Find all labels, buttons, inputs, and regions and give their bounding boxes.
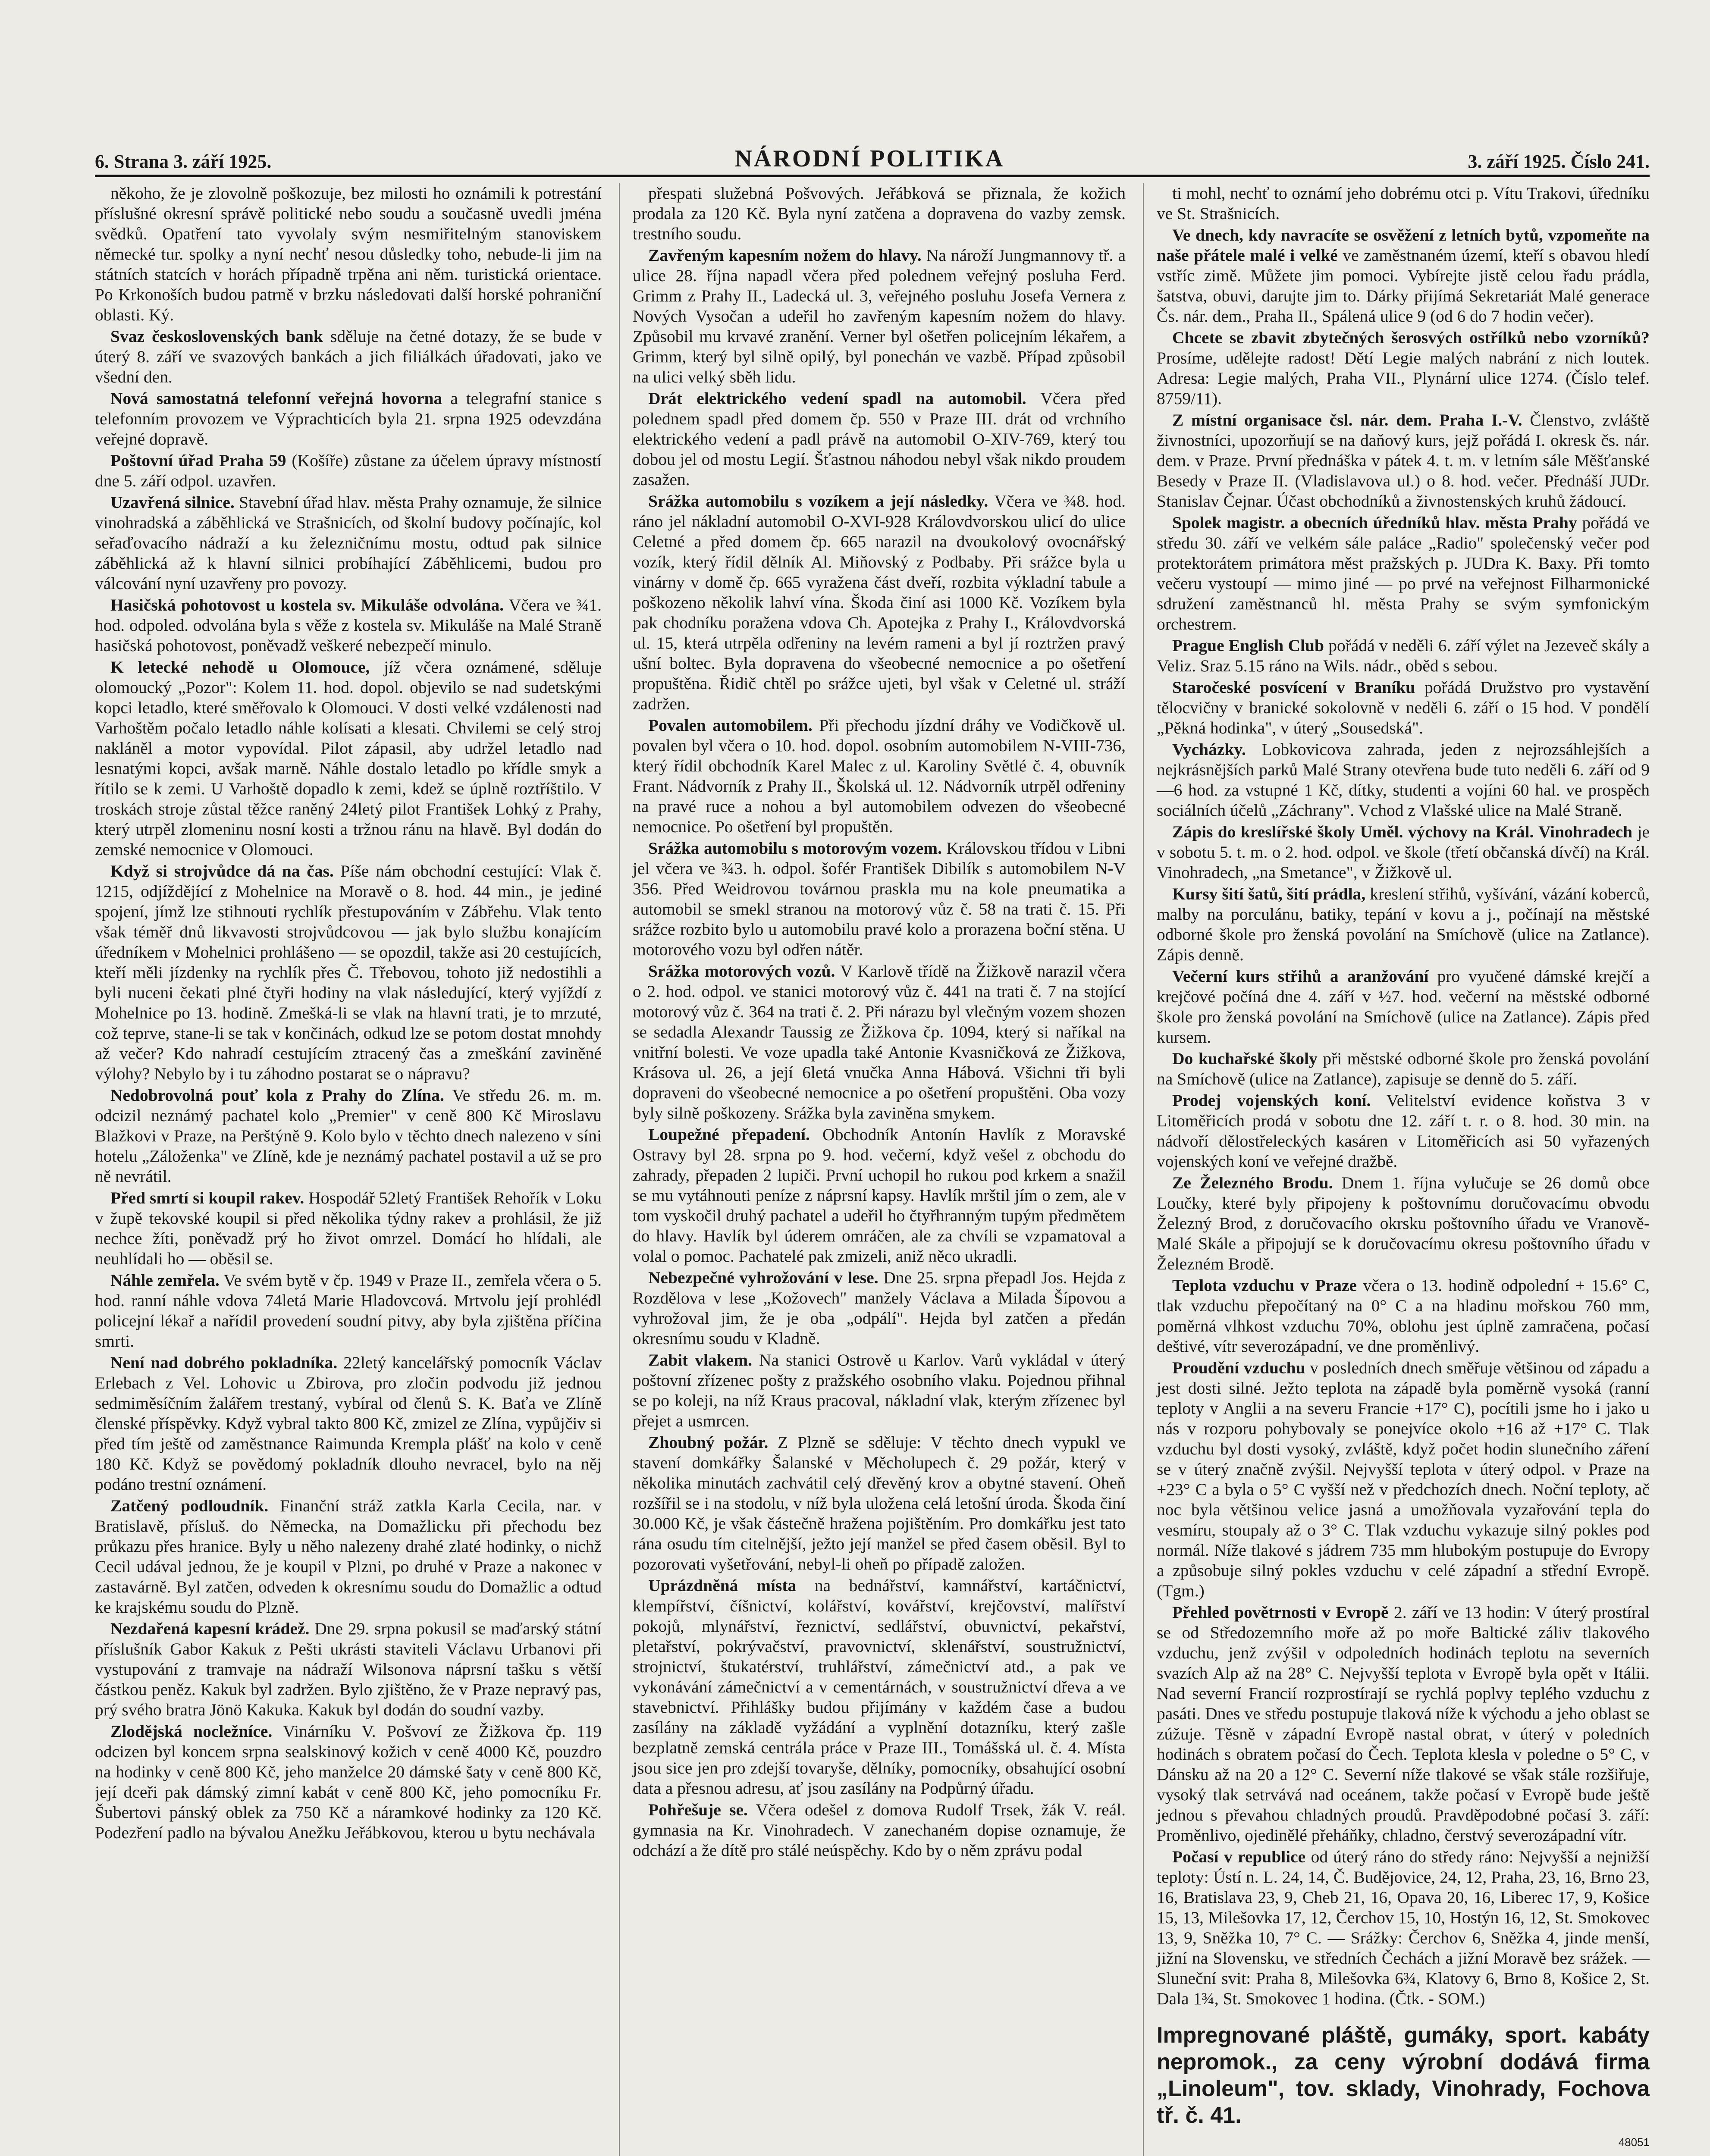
news-item-headline: Zabit vlakem. <box>648 1351 752 1369</box>
news-item-headline: Srážka motorových vozů. <box>648 962 835 981</box>
news-item-headline: Loupežné přepadení. <box>648 1125 810 1144</box>
news-item <box>633 1125 1126 1266</box>
news-item <box>1157 1275 1650 1357</box>
news-item-body: Vinárníku V. Pošvoví ze Žižkova čp. 119 odcizen byl koncem srpna sealskinový kožich v ceně 4000 Kč, pouzdro na hodinky v ceně 800 Kč, jeho manželce 20 dámské šaty v ceně 800 Kč, její dceři pak dámský zimní kabát v ceně 800 Kč, jeho pomocníku Fr. Šubertovi pánský oblek za 750 Kč a náramkové hodinky za 120 Kč. Podezření padlo na bývalou Anežku Jeřábkovou, kterou u bytu nechávala <box>95 1722 602 1842</box>
news-item-body: Velitelství evidence koňstva 3 v Litoměřicích prodá v sobotu dne 12. září t. r. o 8. hod. 30 min. na nádvoří dělostřeleckých kasáren v Litoměřicích asi 50 vyřazených vojenských koní ve veřejné dražbě. <box>1157 1091 1650 1171</box>
news-item-headline: Zhoubný požár. <box>648 1433 769 1452</box>
news-item-headline: Když si strojvůdce dá na čas. <box>110 862 334 881</box>
news-item <box>1157 884 1650 965</box>
news-item-headline: Prague English Club <box>1172 636 1324 655</box>
news-item <box>1157 183 1650 224</box>
news-item-headline: Počasí v republice <box>1172 1847 1306 1866</box>
news-item-headline: Ze Železného Brodu. <box>1172 1173 1333 1192</box>
news-item <box>633 1800 1126 1861</box>
news-item-body: Dne 29. srpna pokusil se maďarský státní příslušník Gabor Kakuk z Pešti ukrásti staviteli Václavu Urbanovi při vystupování z tramvaje na nádraží Wilsonova náprsní tašku s větší částkou peněz. Kakuk byl zadržen. Bylo zjištěno, že v Praze nepravý pas, prý svého bratra Jönö Kakuka. Kakuk byl dodán do soudní vazby. <box>95 1619 602 1719</box>
news-item <box>95 492 602 594</box>
column-3-items <box>1157 183 1650 2009</box>
advertisement <box>1157 2022 1650 2156</box>
news-item <box>1157 677 1650 738</box>
news-item-body: kreslení střihů, vyšívání, vázání koberců, malby na porculánu, batiky, tepání v kovu a j., počínají na městské odborné škole pro ženská povolání na Smíchově (ulice na Zatlance). Zápis denně. <box>1157 884 1650 964</box>
news-item <box>633 389 1126 490</box>
news-item-body: pro vyučené dámské krejčí a krejčové počíná dne 4. září v ½7. hod. večerní na městské odborné škole pro ženská povolání na Smíchově (ulice na Zatlance). Zápis před kursem. <box>1157 967 1650 1047</box>
news-item-headline: Kursy šití šatů, šití prádla, <box>1172 884 1366 903</box>
news-item-headline: Chcete se zbavit zbytečných šerosvých ostřílků nebo vzorníků? <box>1172 328 1650 347</box>
news-item-body: od úterý ráno do středy ráno: Nejvyšší a nejnižší teploty: Ústí n. L. 24, 14, Č. Budějovice, 24, 12, Praha, 23, 16, Brno 23, 16, Bratislava 23, 9, Cheb 21, 16, Opava 20, 16, Liberec 17, 9, Košice 15, 13, Milešovka 17, 12, Čerchov 15, 10, Hostýn 16, 12, St. Smokovec 13, 9, Sněžka 10, 7° C. — Srážky: Čerchov 6, Sněžka 4, jinde menší, jižní na Slovensku, ve středních Čechách a jižní Moravě bez srážek. — Sluneční svit: Praha 8, Milešovka 6¾, Klatovy 6, Brno 8, Košice 2, St. Dala 1¾, St. Smokovec 1 hodina. (Čtk. - SOM.) <box>1157 1847 1650 2008</box>
news-item-body: ti mohl, nechť to oznámí jeho dobrému otci p. Vítu Trakovi, úředníku ve St. Strašnicích. <box>1157 184 1650 223</box>
news-item <box>95 1496 602 1617</box>
news-item-headline: Večerní kurs střihů a aranžování <box>1172 967 1429 986</box>
news-item-headline: Prodej vojenských koní. <box>1172 1091 1371 1110</box>
header-issue-info: 3. září 1925. Číslo 241. <box>1468 151 1650 172</box>
news-item-body: a telegrafní stanice s telefonním provozem ve Výprachticích byla 21. srpna 1925 odevzdána veřejné dopravě. <box>95 389 602 448</box>
news-item-body: Včera před polednem spadl před domem čp. 550 v Praze III. drát od vrchního elektrického vedení a padl právě na automobil O-XIV-769, který tou dobou jel od mostu Legií. Šťastnou náhodou nebyl však nikdo proudem zasažen. <box>633 389 1126 489</box>
news-item-body: Dnem 1. října vylučuje se 26 domů obce Loučky, které byly připojeny k poštovnímu doručovacímu obvodu Železný Brod, z doručovacího okrsku poštovního úřadu ve Vranově-Malé Skále a připojují se k doručovacímu okresu poštovního úřadu v Železném Brodě. <box>1157 1173 1650 1273</box>
news-item-body: Ve svém bytě v čp. 1949 v Praze II., zemřela včera o 5. hod. ranní náhle vdova 74letá Marie Hladovcová. Mrtvolu její prohlédl policejní lékař a nařídil provedení soudní pitvy, aby byla zjištěna příčina smrti. <box>95 1271 602 1351</box>
news-item-body: Včera odešel z domova Rudolf Trsek, žák V. reál. gymnasia na Kr. Vinohradech. V zanechaném dopise oznamuje, že odchází a že dítě pro stálé neúspěchy. Kdo by o něm zprávu podal <box>633 1800 1126 1860</box>
news-item <box>1157 1049 1650 1089</box>
news-item <box>1157 1358 1650 1601</box>
news-item-headline: Uzavřená silnice. <box>110 493 235 512</box>
news-item-body: Členstvo, zvláště živnostníci, upozorňují se na daňový kurs, jejž pořádá I. okresk čs. nár. dem. v Praze. První přednáška v pátek 4. t. m. v letním sále Měšťanské Besedy v Praze II. (Vladislavova ul.) o 8. hod. večer. Přednáší JUDr. Stanislav Čejnar. Účast obchodníků a živnostenských kruhů žádoucí. <box>1157 411 1650 511</box>
columns <box>95 183 1650 2156</box>
news-item-body: pořádá v neděli 6. září výlet na Jezeveč skály a Veliz. Sraz 5.15 ráno na Wils. nádr., oběd s sebou. <box>1157 636 1650 675</box>
news-item-body: Píše nám obchodní cestující: Vlak č. 1215, odjíždějící z Mohelnice na Moravě o 8. hod. 44 min., je jediné spojení, jímž lze stihnouti rychlík přestupováním v Zábřehu. Vlak tento však téměř dnů likvavosti strojvůdcovou — jak bylo službu konajícím úředníkem v Mohelnici prohlášeno — se opozdil, takže asi 20 cestujících, kteří měli jízdenky na rychlík přes Č. Třebovou, tohoto již nedostihli a byli nuceni čekati plné čtyři hodiny na vlak následující, který vyjíždí z Mohelnice po 13. hodině. Zmešká-li se vlak na hlavní trati, je to mrzuté, což teprve, stane-li se tak v končinách, odkud lze se potom dostat mnohdy až večer? Kdo nahradí cestujícím ztracený čas a zmeškání zaviněné výlohy? Nebylo by i tu záhodno postarat se o nápravu? <box>95 862 602 1083</box>
news-item-body: Na nároží Jungmannovy tř. a ulice 28. října napadl včera před polednem veřejný posluha Ferd. Grimm z Prahy II., Ladecká ul. 3, veřejného posluhu Josefa Vernera z Nových Vysočan a udeřil ho zavřeným kapesním nožem do hlavy. Způsobil mu krvavé zranění. Verner byl ošetřen policejním lékařem, a Grimm, který byl silně opilý, byl ponechán ve vazbě. Případ způsobil na ulici velký sběh lidu. <box>633 246 1126 386</box>
news-item-headline: Před smrtí si koupil rakev. <box>110 1188 304 1207</box>
news-item-headline: Z místní organisace čsl. nár. dem. Praha I.-V. <box>1172 411 1522 429</box>
news-item-body: na bednářství, kamnářství, kartáčnictví, klempířství, číšnictví, kolářství, kovářství, krejčovství, malířství pokojů, mlynářství, řeznictví, sedlářství, obuvnictví, pekařství, pletařství, pokrývačství, pravovnictví, sklenářství, soustružnictví, strojnictví, štukatérství, truhlářství, zámečnictví atd., a pak ve vykonávání zámečnictví a v cementárnách, v soustružnictví dřeva a ve stavebnictví. Přihlášky budou přijímány v každém čase a budou zasílány na základě vyžádání a vyplnění dotazníku, který zašle bezplatně zemská centrála práce v Praze III., Tomášská ul. č. 4. Místa jsou sice jen pro zdejší tovaryše, dělníky, pomocníky, obsahující osobní data a přesnou adresu, ať jsou zasílány na Podpůrný úřadu. <box>633 1576 1126 1798</box>
news-item <box>1157 740 1650 821</box>
news-item <box>1157 966 1650 1047</box>
news-item-headline: Nebezpečné vyhrožování v lese. <box>648 1268 879 1287</box>
news-item <box>95 1353 602 1495</box>
news-item-body: Obchodník Antonín Havlík z Moravské Ostravy byl 28. srpna po 9. hod. večerní, když vešel z obchodu do zahrady, přepaden 2 lupiči. První uchopil ho rukou pod krkem a snažil se mu vytáhnouti peníze z náprsní kapsy. Havlík mrštil jím o zem, ale v tom vyskočil druhý pachatel a udeřil ho čtyřhranným tupým předmětem do hlavy. Havlík byl úderem omráčen, ale za chvíli se vzpamatoval a volal o pomoc. Pachatelé pak zmizeli, aniž něco ukradli. <box>633 1125 1126 1266</box>
news-item <box>633 1432 1126 1574</box>
news-item-headline: Zavřeným kapesním nožem do hlavy. <box>648 246 922 265</box>
news-item-body: Ve středu 26. m. m. odcizil neznámý pachatel kolo „Premier" v ceně 800 Kč Miroslavu Blažkovi v Praze, na Perštýně 9. Kolo bylo v těchto dnech nalezeno v síni hotelu „Záloženka" ve Zlíně, kde je neznámý pachatel postavil a už se pro ně nevrátil. <box>95 1086 602 1186</box>
news-item-headline: Náhle zemřela. <box>110 1271 220 1290</box>
news-item <box>633 715 1126 837</box>
news-item-headline: Drát elektrického vedení spadl na automobil. <box>648 389 1026 408</box>
news-item-headline: Svaz československých bank <box>110 327 323 346</box>
news-item <box>1157 1847 1650 2009</box>
news-item-body: včera o 13. hodině odpolední + 15.6° C, tlak vzduchu přepočítaný na 0° C a na hladinu mořskou 760 mm, poměrná vlhkost vzduchu 70%, oblohu jest úplně zamračena, počasí deštivé, vítr severozápadní, ve dne proměnlivý. <box>1157 1276 1650 1356</box>
news-item <box>1157 328 1650 409</box>
news-item-body: Prosíme, udělejte radost! Dětí Legie malých nabrání z nich loutek. Adresa: Legie malých, Praha VII., Plynární ulice 1274. (Číslo telef. 8759/11). <box>1157 348 1650 408</box>
news-item-headline: Proudění vzduchu <box>1172 1358 1305 1377</box>
news-item-headline: Zlodějská nocležníce. <box>110 1722 273 1741</box>
advertisement-number: 48051 <box>1618 2136 1650 2149</box>
news-item <box>633 183 1126 244</box>
news-item-body: (Košíře) zůstane za účelem úpravy místností dne 5. září odpol. uzavřen. <box>95 451 602 490</box>
news-item-headline: Uprázdněná místa <box>648 1576 797 1595</box>
news-item <box>95 861 602 1084</box>
news-item-body: Včera ve ¾8. hod. ráno jel nákladní automobil O-XVI-928 Královdvorskou ulicí do ulice Celetné a před domem čp. 665 narazil na dvoukolový ovocnářský vozík, který řídil dělník Al. Miňovský z Podbaby. Při srážce byla u vinárny v domě čp. 665 vyražena část dveří, rozbita výkladní tabule a poškozeno několik lahví vína. Škoda činí asi 1000 Kč. Vozíkem byla pak chodníku poražena vdova Ch. Apotejka z Prahy I., Královdvorská ul. 15, která utrpěla odřeniny na levém rameni a byl jí roztržen pravý ušní boltec. Byla dopravena do všeobecné nemocnice a po ošetření propuštěna. Řidič chtěl po srážce ujeti, byl však v Celetné ul. stráží zadržen. <box>633 492 1126 713</box>
advertisement-text: Impregnované pláště, gumáky, sport. kabáty nepromok., za ceny výrobní dodává firma „Linoleum", tov. sklady, Vinohrady, Fochova tř. č. 41. <box>1157 2023 1650 2128</box>
column-3 <box>1143 183 1650 2156</box>
news-item-body: ve zaměstnaném území, kteří s obavou hledí vstříc zimě. Můžete jim pomoci. Vybírejte jistě celou řadu prádla, šatstva, obuvi, darujte jim to. Dárky přijímá Sekretariát Malé generace Čs. nár. dem., Praha II., Spálená ulice 9 (od 6 do 7 hodin večer). <box>1157 246 1650 326</box>
news-item-body: Lobkovicova zahrada, jeden z nejrozsáhlejších a nejkrásnějších parků Malé Strany otevřena bude tuto neděli 6. září od 9—6 hod. za vstupné 1 Kč, dítky, studenti a vojíni 60 hal. ve prospěch sociálních účelů „Záchrany". Vchod z Vlašské ulice na Malé Straně. <box>1157 740 1650 820</box>
news-item-headline: Hasičská pohotovost u kostela sv. Mikuláše odvolána. <box>110 595 504 614</box>
news-item-body: pořádá Družstvo pro vystavění tělocvičny v branické sokolovně v neděli 6. září o 15 hod. V pondělí „Pěkná hodinka", v úterý „Sousedská". <box>1157 678 1650 737</box>
news-item-headline: Zápis do kreslířské školy Uměl. výchovy na Král. Vinohradech <box>1172 822 1633 841</box>
news-item <box>633 838 1126 960</box>
news-item <box>1157 636 1650 676</box>
news-item <box>633 1268 1126 1349</box>
news-item <box>95 1188 602 1269</box>
news-item <box>95 1270 602 1351</box>
news-item-body: pořádá ve středu 30. září ve velkém sále paláce „Radio" společenský večer pod protektorátem primátora měst pražských p. JUDra K. Baxy. Při tomto večeru vystoupí — mimo jiné — po prvé na veřejnost Filharmonické sdružení zaměstnanců hl. města Prahy se svým symfonickým orchestrem. <box>1157 513 1650 633</box>
news-item-headline: Přehled povětrnosti v Evropě <box>1172 1603 1389 1622</box>
news-item-body: Na stanici Ostrově u Karlov. Varů vykládal v úterý poštovní zřízenec pošty z pražského osobního vlaku. Pojednou přihnal se po koleji, na níž Kraus pracoval, nákladní vlak, kterým zřízenec byl přejet a usmrcen. <box>633 1351 1126 1430</box>
news-item-body: Hospodář 52letý František Rehořík v Loku v župě tekovské koupil si před několika týdny rakev a prohlásil, že již nechce žíti, poněvadž prý ho život omrzel. Domácí ho hlídali, ale neuhlídali ho — oběsil se. <box>95 1188 602 1268</box>
news-item-body: Při přechodu jízdní dráhy ve Vodičkově ul. povalen byl včera o 10. hod. dopol. osobním automobilem N-VIII-736, který řídil obchodník Karel Malec z ul. Karoliny Světlé č. 4, obuvník Frant. Nádvorník z Prahy II., Školská ul. 12. Nádvorník utrpěl odřeniny na pravé ruce a nohou a byl automobilem odvezen do všeobecné nemocnice. Po ošetření byl propuštěn. <box>633 716 1126 836</box>
news-item <box>95 183 602 325</box>
news-item-body: v posledních dnech směřuje většinou od západu a jest dosti silné. Ježto teplota na západě byla poměrně vysoká (ranní teploty v Anglii a na severu Francie +17° C), pocítili jsme ho i jako u nás v rozporu pohybovaly se ponejvíce okolo +16 až +17° C. Tlak vzduchu byl dosti vysoký, zvláště, když počet hodin slunečního záření se v úterý značně zvýšil. Nejvyšší teplota v úterý odpol. v Praze na +23° C a byla o 5° C vyšší než v předchozích dnech. Noční teploty, ač noc byla většinou velice jasná a umožňovala vyzařování tepla do vesmíru, stoupaly až o 3° C. Tlak vzduchu vykazuje silný pokles pod normál. Níže tlakové s jádrem 735 mm hlubokým postupuje do Evropy a způsobuje silný pokles vzduchu v celé západní a střední Evropě. (Tgm.) <box>1157 1358 1650 1600</box>
news-item-headline: Srážka automobilu s motorovým vozem. <box>648 839 942 858</box>
news-item <box>95 1721 602 1843</box>
masthead: NÁRODNÍ POLITIKA <box>734 145 1005 172</box>
news-item-body: přespati služebná Pošvových. Jeřábková se přiznala, že kožich prodala za 120 Kč. Byla nyní zatčena a dopravena do vazby zemsk. trestního soudu. <box>633 184 1126 243</box>
news-item-body: 2. září ve 13 hodin: V úterý prostíral se od Středozemního moře až po moře Baltické záliv tlakového vzduchu, jenž zvýšil v odpoledních hodinách teplotu na severních svazích Alp až na 28° C. Nejvyšší teplota v Evropě byla opět v Itálii. Nad severní Francií rozprostírají se rychlá poplvy teplého vzduchu z pasáti. Dnes ve středu postupuje tlaková níže k východu a jeho oblast se zúžuje. Těsně v západní Evropě nastal obrat, v úterý v poledních hodinách s obratem počasí do Čech. Teplota klesla v poledne o 5° C, v Dánsku až na 20 a 12° C. Severní níže tlakové se však stále rozšiřuje, vysoký tlak setrvává nad oceánem, takže počasí v Evropě bude ještě jednou s převahou chladných proudů. Pravděpodobné počasí 3. září: Proměnlivo, ojedinělé přeháňky, chladno, čerstvý severozápadní vítr. <box>1157 1603 1650 1845</box>
news-item-body: je v sobotu 5. t. m. o 2. hod. odpol. ve škole (třetí občanská dívčí) na Král. Vinohradech, „na Smetance", v Žižkově ul. <box>1157 822 1650 882</box>
news-item-headline: Není nad dobrého pokladníka. <box>110 1353 338 1372</box>
news-item-headline: K letecké nehodě u Olomouce, <box>110 658 370 677</box>
news-item-body: Včera ve ¾1. hod. odpoled. odvolána byla s věže z kostela sv. Mikuláše na Malé Straně hasičská pohotovost, poněvadž veškeré nebezpečí minulo. <box>95 595 602 655</box>
news-item <box>95 389 602 449</box>
news-item-headline: Nová samostatná telefonní veřejná hovorna <box>110 389 442 408</box>
news-item-headline: Srážka automobilu s vozíkem a její následky. <box>648 492 988 511</box>
news-item-headline: Nezdařená kapesní krádež. <box>110 1619 310 1638</box>
news-item <box>1157 822 1650 883</box>
news-item-body: Finanční stráž zatkla Karla Cecila, nar. v Bratislavě, přísluš. do Německa, na Domažlicku při přechodu bez průkazu přes hranice. Byly u něho nalezeny drahé zlaté hodinky, o nichž Cecil udával jednou, že je koupil v Plzni, po druhé v Praze a nakonec v zastavárně. Byl zatčen, odveden k okresnímu soudu do Domažlic a odtud ke krajskému soudu do Plzně. <box>95 1496 602 1617</box>
news-item-body: Stavební úřad hlav. města Prahy oznamuje, že silnice vinohradská a záběhlická ve Strašnicích, od školní budovy počínajíc, kol seřaďovacího nádraží a ku železničnímu mostu, odtud pak silnice záběhlická až k hlavní silnici probíhající Záběhlicemi, budou pro válcování nyní uzavřeny pro povozy. <box>95 493 602 593</box>
news-item-body: někoho, že je zlovolně poškozuje, bez milosti ho oznámili k potrestání příslušné okresní správě politické nebo soudu a současně uvedli jména svědků. Opatření tato vyvolaly svým nesmiřitelným stanoviskem německé tur. spolky a nyní nechť nesou důsledky toho, nebude-li jim na státních statcích v horách případně trpěna ani něm. turistická orientace. Po Krkonoších budou patrně v brzku následovati další horské pohraniční oblasti. Ký. <box>95 184 602 324</box>
news-item <box>95 595 602 656</box>
news-item <box>95 657 602 860</box>
news-item <box>95 1085 602 1187</box>
news-item-body: sděluje na četné dotazy, že se bude v úterý 8. září ve svazových bankách a jich filiálkách úřadovati, jako ve všední den. <box>95 327 602 386</box>
news-item <box>633 245 1126 387</box>
news-item <box>1157 410 1650 511</box>
news-item-body: Z Plzně se sděluje: V těchto dnech vypukl ve stavení domkářky Šalanské v Měcholupech č. 29 požár, který v několika minutách zachvátil celý dřevěný krov a obytné stavení. Oheň rozšířil se i na stodolu, v níž byla uložena celá letošní úroda. Škoda činí 30.000 Kč, je však částečně hražena pojištěním. Pro domkářku jest tato rána osudu tím citelnější, ježto její manžel se před časem oběsil. Byl to pozorovati vyšetřování, nebyl-li oheň po případě založen. <box>633 1433 1126 1573</box>
news-item <box>1157 1602 1650 1846</box>
news-item-headline: Do kuchařské školy <box>1172 1049 1318 1068</box>
news-item-headline: Vycházky. <box>1172 740 1246 759</box>
news-item-headline: Spolek magistr. a obecních úředníků hlav. města Prahy <box>1172 513 1577 532</box>
column-2 <box>619 183 1126 2156</box>
news-item <box>95 326 602 387</box>
news-item-body: Dne 25. srpna přepadl Jos. Hejda z Rozdělova v lese „Kožovech" manžely Václava a Milada Šípovou a vyhrožoval jim, že je oba „odpálí". Hejda byl zatčen a předán okresnímu soudu v Kladně. <box>633 1268 1126 1348</box>
news-item <box>633 1350 1126 1431</box>
page-header <box>95 138 1650 172</box>
news-item-headline: Ve dnech, kdy navracíte se osvěžení z letních bytů, vzpomeňte na naše přátele malé i velké <box>1157 226 1650 265</box>
news-item <box>633 961 1126 1123</box>
news-item-body: Královskou třídou v Libni jel včera ve ¾3. h. odpol. šofér František Dibilík s automobilem N-V 356. Před Weidrovou továrnou praskla mu na kole pneumatika a automobil se smekl stranou na motorový vůz č. 58 na trati č. 15. Při srážce rozbito bylo u automobilu pravé kolo a prorazena boční stěna. U motorového vozu byl odřen nátěr. <box>633 839 1126 959</box>
news-item-body: 22letý kancelářský pomocník Václav Erlebach z Vel. Lohovic u Zbirova, pro zločin podvodu již jednou sedmiměsíčním žalářem trestaný, vybíral od členů S. K. Baťa ve Zlíně členské příspěvky. Když vybral takto 800 Kč, zmizel ze Zlína, vypůjčiv si před tím ještě od zaměstnance Raimunda Krempla plášť na kolo v ceně 180 Kč. Když se povědomý pokladník dlouho nevracel, bylo na něj podáno trestní oznámení. <box>95 1353 602 1494</box>
news-item <box>1157 513 1650 634</box>
news-item-body: V Karlově třídě na Žižkově narazil včera o 2. hod. odpol. ve stanici motorový vůz č. 441 na trati č. 7 na stojící motorový vůz č. 364 na trati č. 2. Při nárazu byl vlečným vozem shozen se sedadla Alexandr Taussig ze Žižkova čp. 1094, který si naříkal na vnitřní bolesti. Ve voze upadla také Antonie Kvasničková ze Žižkova, Krásova ul. 26, a její 6letá vnučka Anna Hábová. Všichni tři byli dopraveni do všeobecné nemocnice a po ošetření propuštěni. Oba vozy byly silně poškozeny. Srážka byla zaviněna smykem. <box>633 962 1126 1122</box>
column-1 <box>95 183 602 2156</box>
news-item <box>1157 1091 1650 1172</box>
news-item-headline: Povalen automobilem. <box>648 716 813 735</box>
news-item <box>95 1619 602 1720</box>
news-item <box>633 1576 1126 1799</box>
header-divider <box>95 175 1650 177</box>
news-item <box>633 491 1126 714</box>
news-item-headline: Pohřešuje se. <box>648 1800 748 1819</box>
news-item-headline: Teplota vzduchu v Praze <box>1172 1276 1357 1295</box>
news-item-body: při městské odborné škole pro ženská povolání na Smíchově (ulice na Zatlance), zapisuje se denně do 5. září. <box>1157 1049 1650 1088</box>
news-item-headline: Staročeské posvícení v Braníku <box>1172 678 1415 697</box>
header-page-info: 6. Strana 3. září 1925. <box>95 151 272 172</box>
news-item <box>1157 1173 1650 1274</box>
news-item-headline: Zatčený podloudník. <box>110 1496 269 1515</box>
news-item-headline: Poštovní úřad Praha 59 <box>110 451 286 470</box>
news-item <box>1157 225 1650 326</box>
news-item <box>95 451 602 491</box>
news-item-body: jíž včera oznámené, sděluje olomoucký „Pozor": Kolem 11. hod. dopol. objevilo se nad sudetskými kopci letadlo, které směřovalo k Olomouci. V dosti velké vzdálenosti nad Varhoštěm počalo letadlo náhle kolísati a klesati. Chvilemi se celý stroj nakláněl a motor vypovídal. Pilot zápasil, aby udržel letadlo nad lesnatými kopci, avšak marně. Náhle dostalo letadlo po křídle smyk a řítilo se k zemi. U Varhoště dopadlo k zemi, kdež se úplně roztříštilo. V troskách stroje zůstal těžce raněný 24letý pilot František Lohký z Prahy, který utrpěl zlomeninu nosní kosti a tržnou ránu na hlavě. Byl dodán do zemské nemocnice v Olomouci. <box>95 658 602 859</box>
news-item-headline: Nedobrovolná pouť kola z Prahy do Zlína. <box>110 1086 444 1105</box>
